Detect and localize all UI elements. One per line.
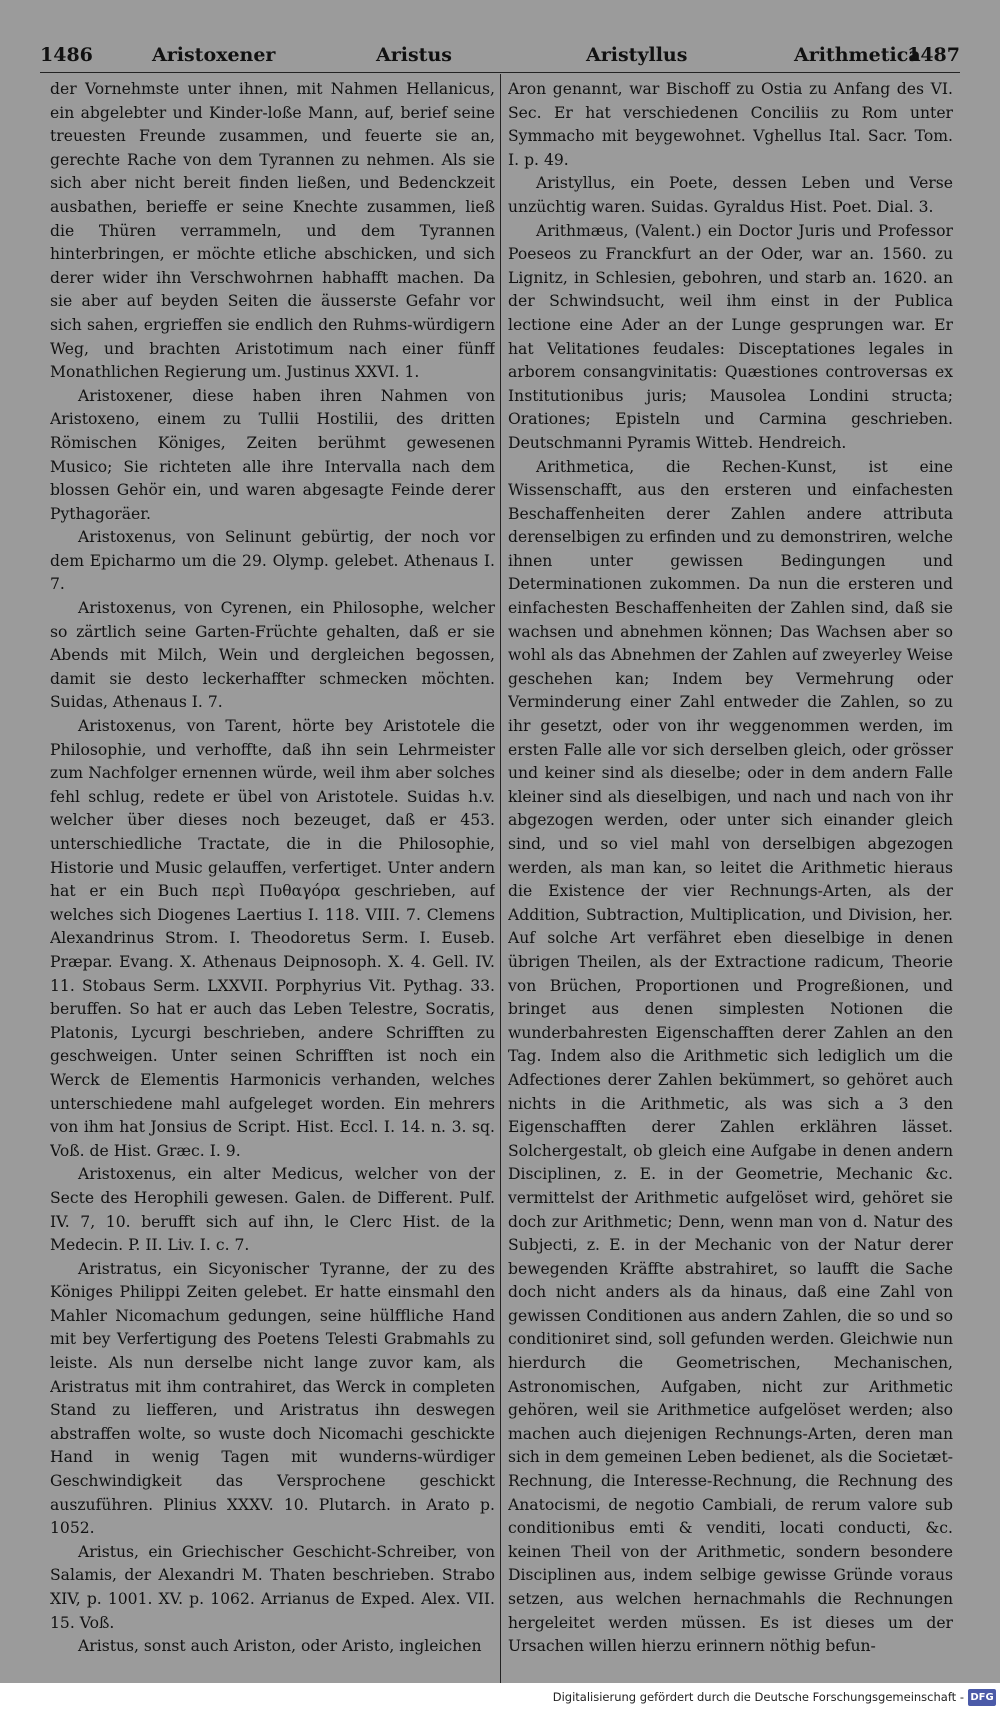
entry-arithmetica: Arithmetica, die Rechen-Kunst, ist eine Wissenschafft, aus den ersteren und einfachesten Beschaffenheiten derer Zahlen andere attributa derenselbigen zu erfinden und zu demonstriren, welche ihnen unter gewissen Bedingungen und Determinationen zukommen. Da nun die ersteren und einfachesten Beschaffenheiten der Zahlen sind, daß sie wachsen und abnehmen können; Das Wachsen aber so wohl als das Abnehmen der Zahlen auf zweyerley Weise geschehen kan; Indem bey Vermehrung oder Verminderung einer Zahl entweder die Zahlen, so zu ihr gesetzt, oder von ihr weggenommen werden, im ersten Falle alle vor sich derselben gleich, oder grösser und keiner sind als dieselbe; oder in dem andern Falle kleiner sind als dieselbigen, und nach und nach von ihr abgezogen werden, oder unter sich einander gleich sind, und so viel mahl von derselbigen abgezogen werden, als man kan, so leitet die Arithmetic hieraus die Existence der vier Rechnungs-Arten, als der Addition, Subtraction, Multiplication, und Division, her. Auf solche Art verfähret eben dieselbige in denen übrigen Theilen, als der Extractione radicum, Theorie von Brüchen, Proportionen und Progreßionen, und bringet aus denen simplesten Notionen die wunderbahresten Eigenschafften derer Zahlen an den Tag. Indem also die Arithmetic sich lediglich um die Adfectiones derer Zahlen bekümmert, so gehöret auch nichts in die Arithmetic, als was sich a 3 den Eigenschafften derer Zahlen erklähren lässet. Solchergestalt, ob gleich eine Aufgabe in denen andern Disciplinen, z. E. in der Geometrie, Mechanic &c. vermittelst der Arithmetic aufgelöset wird, gehöret sie doch zur Arithmetic; Denn, wenn man von d. Natur des Subjecti, z. E. in der Mechanic von der Natur derer bewegenden Kräffte abstrahiret, so laufft die Sache doch nicht anders als da hinaus, daß eine Zahl von gewissen Conditionen aus andern Zahlen, die so und so conditioniret sind, soll gefunden werden. Gleichwie nun hierdurch die Geometrischen, Mechanischen, Astronomischen, Aufgaben, nicht zur Arithmetic gehören, weil sie Arithmetice aufgelöset werden; also machen auch diejenigen Rechnungs-Arten, deren man sich in dem gemeinen Leben bedienet, als die Societæt-Rechnung, die Interesse-Rechnung, die Rechnung des Anatocismi, de negotio Cambiali, de rerum valore sub conditionibus emti & venditi, locati conducti, &c. keinen Theil von der Arithmetic, sondern besondere Disciplinen aus, indem selbige gewisse Gründe voraus setzen, aus welchen hernachmahls die Rechnungen hergeleitet werden müssen. Es ist dieses um der Ursachen willen hierzu erinnern nöthig befun-	[508, 457, 953, 1656]
catchword-2: Aristus	[376, 44, 452, 66]
catchword-1: Aristoxener	[152, 44, 276, 66]
catchword-4: Arithmetica	[794, 44, 921, 66]
entry-arithmaeus: Arithmæus, (Valent.) ein Doctor Juris und Professor Poeseos zu Franckfurt an der Oder, war an. 1560. zu Lignitz, in Schlesien, gebohren, und starb an. 1620. an der Schwindsucht, weil ihm einst in der Publica lectione eine Ader an der Lunge gesprungen war. Er hat Velitationes feudales: Disceptationes legales in arborem consangvinitatis: Quæstiones controversas ex Institutionibus juris; Mausolea Londini structa; Orationes; Episteln und Carmina geschrieben. Deutschmanni Pyramis Witteb. Hendreich.	[508, 221, 953, 452]
entry-aristus-salamis: Aristus, ein Griechischer Geschicht-Schreiber, von Salamis, der Alexandri M. Thaten beschrieben. Strabo XIV, p. 1001. XV. p. 1062. Arrianus de Exped. Alex. VII. 15. Voß.	[50, 1542, 495, 1632]
dfg-logo[interactable]: DFG	[968, 1689, 996, 1706]
entry-aristoxenus-tarent: Aristoxenus, von Tarent, hörte bey Aristotele die Philosophie, und verhoffte, daß ihn sein Lehrmeister zum Nachfolger ernennen würde, weil ihm aber solches fehl schlug, redete er übel von Aristotele. Suidas h.v. welcher über dieses noch bezeuget, daß er 453. unterschiedliche Tractate, die in die Philosophie, Historie und Music gelauffen, verfertiget. Unter andern hat er ein Buch περὶ Πυθαγόρα geschrieben, auf welches sich Diogenes Laertius I. 118. VIII. 7. Clemens Alexandrinus Strom. I. Theodoretus Serm. I. Euseb. Præpar. Evang. X. Athenaus Deipnosoph. X. 4. Gell. IV. 11. Stobaus Serm. LXXVII. Porphyrius Vit. Pythag. 33. beruffen. So hat er auch das Leben Telestre, Socratis, Platonis, Lycurgi beschrieben, andere Schrifften zu geschweigen. Unter seinen Schrifften ist noch ein Werck de Elementis Harmonicis verhanden, welches unterschiedene mahl aufgeleget worden. Ein mehrers von ihm hat Jonsius de Script. Hist. Eccl. I. 14. n. 3. sq. Voß. de Hist. Græc. I. 9.	[50, 717, 495, 1160]
right-column	[508, 78, 953, 1683]
catchword-3: Aristyllus	[586, 44, 688, 66]
running-header	[40, 40, 960, 74]
entry-aristyllus: Aristyllus, ein Poete, dessen Leben und Verse unzüchtig waren. Suidas. Gyraldus Hist. Poet. Dial. 3.	[508, 174, 953, 216]
entry-aristratus: Aristratus, ein Sicyonischer Tyranne, der zu des Königes Philippi Zeiten gelebet. Er hatte einsmahl den Mahler Nicomachum gedungen, seine hülffliche Hand mit bey Verfertigung des Poetens Telesti Grabmahls zu leiste. Als nun derselbe nicht lange zuvor kam, als Aristratus mit ihm contrahiret, das Werck in completen Stand zu liefferen, und Aristratus ihn deswegen abstraffen wolte, so wuste doch Nicomachi geschickte Hand in wenig Tagen mit wunderns-würdiger Geschwindigkeit das Versprochene geschickt auszuführen. Plinius XXXV. 10. Plutarch. in Arato p. 1052.	[50, 1259, 495, 1538]
entry-aristoxenus-selinunt: Aristoxenus, von Selinunt gebürtig, der noch vor dem Epicharmo um die 29. Olymp. gelebet. Athenaus I. 7.	[50, 528, 495, 594]
column-divider	[500, 74, 501, 1684]
funding-notice: Digitalisierung gefördert durch die Deutsche Forschungsgemeinschaft -	[552, 1690, 964, 1704]
entry-continuation: der Vornehmste unter ihnen, mit Nahmen Hellanicus, ein abgelebter und Kinder-loße Mann, auf, berief seine treuesten Freunde zusammen, und feuerte sie an, gerechte Rache von dem Tyrannen zu nehmen. Als sie sich aber nicht bereit finden ließen, und Bedenckzeit ausbathen, berieffe er seine Knechte zusammen, ließ die Thüren verrammeln, und dem Tyrannen hinterbringen, er möchte etliche abschicken, und sich derer wider ihn Verschwohrnen habhafft machen. Da sie aber auf beyden Seiten die äusserste Gefahr vor sich sahen, ergrieffen sie endlich den Ruhms-würdigern Weg, und brachten Aristotimum nach einer fünff Monathlichen Regierung um. Justinus XXVI. 1.	[50, 80, 495, 382]
entry-aristus-ariston: Aristus, sonst auch Ariston, oder Aristo, ingleichen	[78, 1637, 482, 1656]
page-number-right: 1487	[907, 44, 960, 66]
entry-aristoxener: Aristoxener, diese haben ihren Nahmen von Aristoxeno, einem zu Tullii Hostilii, des dritten Römischen Königes, Zeiten berühmt gewesenen Musico; Sie richteten alle ihre Intervalla nach dem blossen Gehör ein, und waren abgesagte Feinde derer Pythagoräer.	[50, 386, 495, 523]
entry-aron-continuation: Aron genannt, war Bischoff zu Ostia zu Anfang des VI. Sec. Er hat verschiedenen Conciliis zu Rom unter Symmacho mit beygewohnet. Vghellus Ital. Sacr. Tom. I. p. 49.	[508, 80, 953, 169]
entry-aristoxenus-cyrenen: Aristoxenus, von Cyrenen, ein Philosophe, welcher so zärtlich seine Garten-Früchte gehalten, daß er sie Abends mit Milch, Wein und dergleichen begossen, damit sie desto leckerhaffter schmecken möchten. Suidas, Athenaus I. 7.	[50, 599, 495, 712]
entry-aristoxenus-medicus: Aristoxenus, ein alter Medicus, welcher von der Secte des Herophili gewesen. Galen. de Different. Pulf. IV. 7, 10. berufft sich auf ihn, le Clerc Hist. de la Medecin. P. II. Liv. I. c. 7.	[50, 1165, 495, 1255]
page-number-left: 1486	[40, 44, 93, 66]
left-column	[50, 78, 495, 1683]
digitization-footer	[0, 1683, 1000, 1713]
header-rule	[40, 72, 960, 73]
